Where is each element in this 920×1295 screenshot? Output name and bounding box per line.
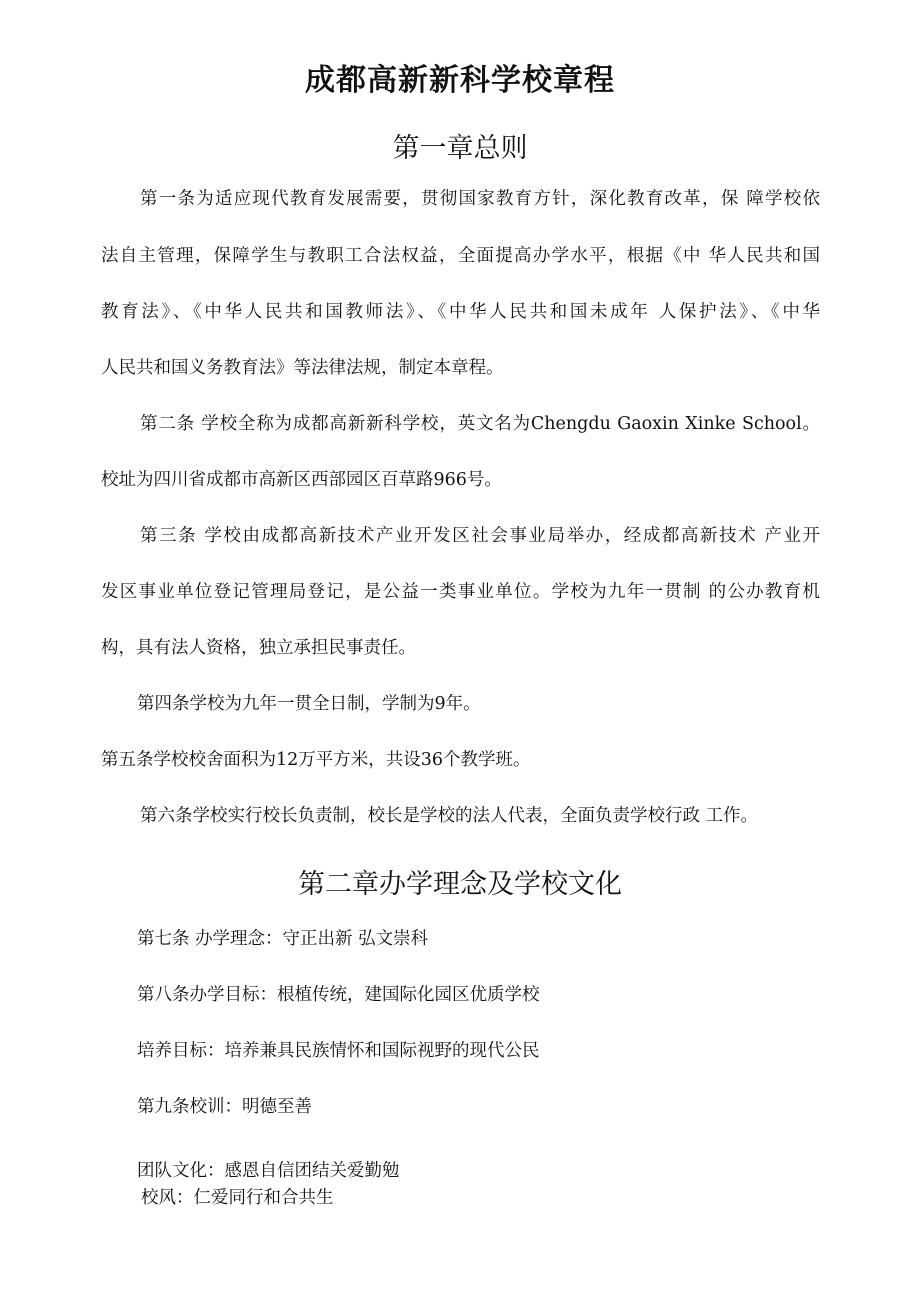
article-1-line-2: 法自主管理，保障学生与教职工合法权益，全面提高办学水平，根据《中 华人民共和国 (101, 246, 820, 266)
chapter-1-heading: 第一章总则 (392, 133, 528, 164)
article-2-line-2: 校址为四川省成都市高新区西部园区百草路966号。 (101, 470, 502, 490)
article-3-line-1: 第三条 学校由成都高新技术产业开发区社会事业局举办，经成都高新技术 产业开 (140, 526, 820, 546)
training-goal: 培养目标：培养兼具民族情怀和国际视野的现代公民 (137, 1041, 540, 1061)
article-6: 第六条学校实行校长负责制，校长是学校的法人代表，全面负责学校行政 工作。 (140, 806, 759, 826)
article-1-line-3: 教育法》、《中华人民共和国教师法》、《中华人民共和国未成年 人保护法》、《中华 (101, 302, 820, 322)
article-2-line-1: 第二条 学校全称为成都高新新科学校，英文名为Chengdu Gaoxin Xinke School。 (140, 414, 820, 434)
article-3-line-3: 构，具有法人资格，独立承担民事责任。 (101, 638, 416, 658)
school-spirit: 校风：仁爱同行和合共生 (141, 1188, 334, 1208)
article-1-line-1: 第一条为适应现代教育发展需要，贯彻国家教育方针，深化教育改革，保 障学校依 (140, 189, 820, 209)
article-4: 第四条学校为九年一贯全日制，学制为9年。 (137, 694, 481, 714)
article-5: 第五条学校校舍面积为12万平方米，共设36个教学班。 (101, 750, 531, 770)
article-3-line-2: 发区事业单位登记管理局登记，是公益一类事业单位。学校为九年一贯制 的公办教育机 (101, 582, 820, 602)
article-8: 第八条办学目标：根植传统，建国际化园区优质学校 (137, 985, 540, 1005)
team-culture: 团队文化：感恩自信团结关爱勤勉 (137, 1161, 400, 1181)
chapter-2-heading: 第二章办学理念及学校文化 (298, 869, 622, 900)
article-1-line-4: 人民共和国义务教育法》等法律法规，制定本章程。 (101, 358, 504, 378)
document-title: 成都高新新科学校章程 (305, 63, 615, 98)
article-7: 第七条 办学理念：守正出新 弘文崇科 (137, 929, 429, 949)
article-9: 第九条校训：明德至善 (137, 1097, 312, 1117)
